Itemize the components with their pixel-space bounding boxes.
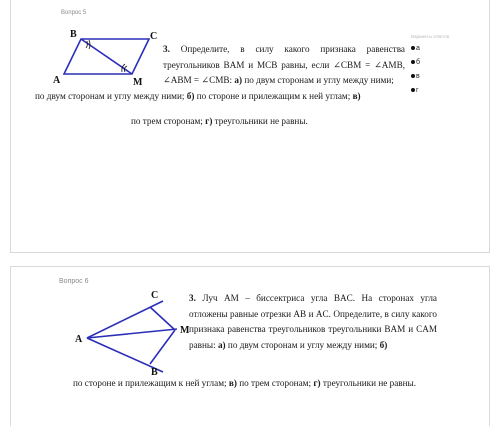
question-6-text-cont: по стороне и прилежащим к ней углам; в) по трем сторонам; г) треугольники не равны. <box>73 378 417 388</box>
answer-option-c[interactable]: в <box>411 69 449 83</box>
question-5-text-cont: по двум сторонам и углу между ними; б) по стороне и прилежащим к ней углам; в) <box>35 91 361 101</box>
vertex-b-label: B <box>151 367 158 375</box>
vertex-a-label: A <box>75 334 83 345</box>
vertex-b-label: B <box>70 29 77 40</box>
vertex-a-label: A <box>53 75 61 86</box>
bisector-figure <box>67 287 197 375</box>
answers-title: Варианты ответов <box>411 34 450 39</box>
question-5-text-end: по трем сторонам; г) треугольники не равны. <box>131 116 308 126</box>
vertex-c-label: C <box>151 290 159 301</box>
radio-dot-icon <box>411 46 415 50</box>
radio-dot-icon <box>411 74 415 78</box>
answer-options <box>411 34 449 97</box>
radio-dot-icon <box>411 60 415 64</box>
question-6-label: Вопрос 6 <box>59 278 89 285</box>
answer-option-b[interactable]: б <box>411 55 449 69</box>
question-6-card <box>10 266 490 426</box>
question-5-label: Вопрос 5 <box>61 10 87 16</box>
answer-option-a[interactable]: а <box>411 41 449 55</box>
vertex-m-label: M <box>133 77 143 88</box>
vertex-c-label: C <box>150 31 158 42</box>
radio-dot-icon <box>411 88 415 92</box>
vertex-m-label: M <box>180 325 190 336</box>
question-5-text: 3. Определите, в силу какого признака равенства треугольников BAM и MCB равны, если ∠CBM = ∠AMB, ∠ABM = ∠CMB: а) по двум сторонам и углу между ними; <box>163 44 405 86</box>
question-6-text: 3. Луч AM – биссектриса угла BAC. На сторонах угла отложены равные отрезки AB и AC. Определите, в силу какого признака равенства треугольников треугольники BAM и CAM равны: а) по двум сторонам и углу между ними; б) <box>189 293 437 350</box>
question-5-card <box>10 0 490 253</box>
answer-option-d[interactable]: г <box>411 83 449 97</box>
parallelogram-figure <box>51 28 166 88</box>
